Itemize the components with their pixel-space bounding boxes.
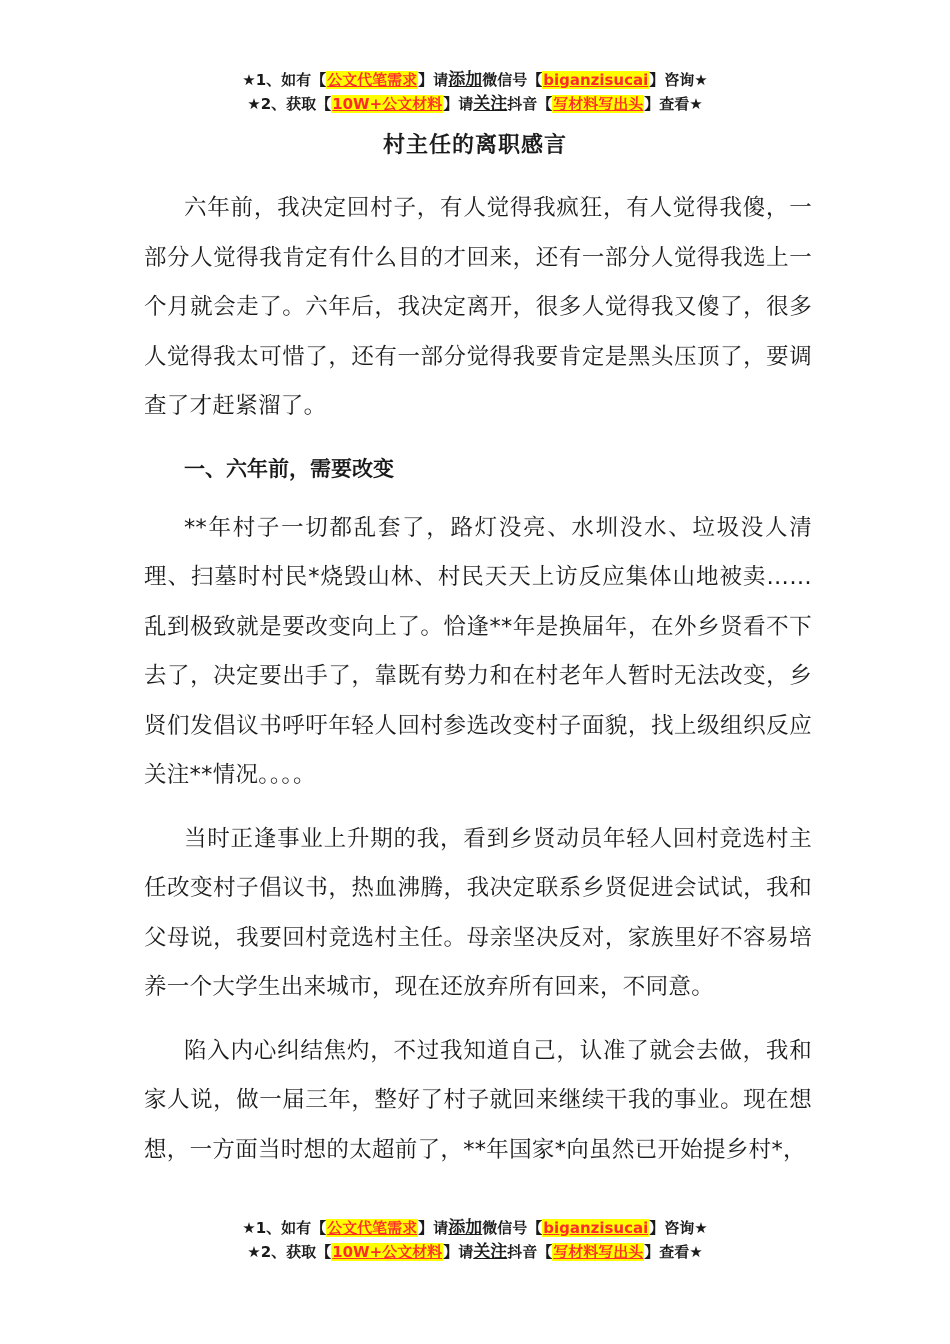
- paragraph-4: 陷入内心纠结焦灼，不过我知道自己，认准了就会去做，我和家人说，做一届三年，整好了村子就回来继续干我的事业。现在想想，一方面当时想的太超前了，**年国家*向虽然已开始提乡村*，: [144, 1037, 812, 1163]
- section-heading-1: 一、六年前，需要改变: [184, 456, 394, 481]
- highlight-wechat-id: biganzisucai: [543, 71, 649, 89]
- promo-line-1: ★1、如有【公文代笔需求】请添加微信号【biganzisucai】咨询★: [242, 1218, 708, 1238]
- highlight-wechat-id: biganzisucai: [543, 1219, 649, 1237]
- highlight-materials: 10W+公文材料: [332, 95, 443, 113]
- highlight-service: 公文代笔需求: [327, 1219, 418, 1237]
- document-title: 村主任的离职感言: [382, 133, 567, 158]
- highlight-materials: 10W+公文材料: [332, 1243, 443, 1261]
- highlight-douyin: 写材料写出头: [553, 95, 644, 113]
- highlight-service: 公文代笔需求: [327, 71, 418, 89]
- promo-banner-bottom: [0, 1216, 950, 1264]
- promo-banner-top: [0, 68, 950, 116]
- highlight-douyin: 写材料写出头: [553, 1243, 644, 1261]
- document-body: [144, 184, 812, 1189]
- promo-line-2: ★2、获取【10W+公文材料】请关注抖音【写材料写出头】查看★: [247, 1242, 703, 1262]
- paragraph-3: 当时正逢事业上升期的我，看到乡贤动员年轻人回村竞选村主任改变村子倡议书，热血沸腾，我决定联系乡贤促进会试试，我和父母说，我要回村竞选村主任。母亲坚决反对，家族里好不容易培养一个大学生出来城市，现在还放弃所有回来，不同意。: [144, 825, 812, 1000]
- promo-line-1: ★1、如有【公文代笔需求】请添加微信号【biganzisucai】咨询★: [242, 70, 708, 90]
- promo-line-2: ★2、获取【10W+公文材料】请关注抖音【写材料写出头】查看★: [247, 94, 703, 114]
- paragraph-1: 六年前，我决定回村子，有人觉得我疯狂，有人觉得我傻，一部分人觉得我肯定有什么目的才回来，还有一部分人觉得我选上一个月就会走了。六年后，我决定离开，很多人觉得我又傻了，很多人觉得我太可惜了，还有一部分觉得我要肯定是黑头压顶了，要调查了才赶紧溜了。: [144, 195, 812, 419]
- paragraph-2: **年村子一切都乱套了，路灯没亮、水圳没水、垃圾没人清理、扫墓时村民*烧毁山林、村民天天上访反应集体山地被卖……乱到极致就是要改变向上了。恰逢**年是换届年，在外乡贤看不下去了，决定要出手了，靠既有势力和在村老年人暂时无法改变，乡贤们发倡议书呼吁年轻人回村参选改变村子面貌，找上级组织反应关注**情况。。。。: [144, 514, 812, 788]
